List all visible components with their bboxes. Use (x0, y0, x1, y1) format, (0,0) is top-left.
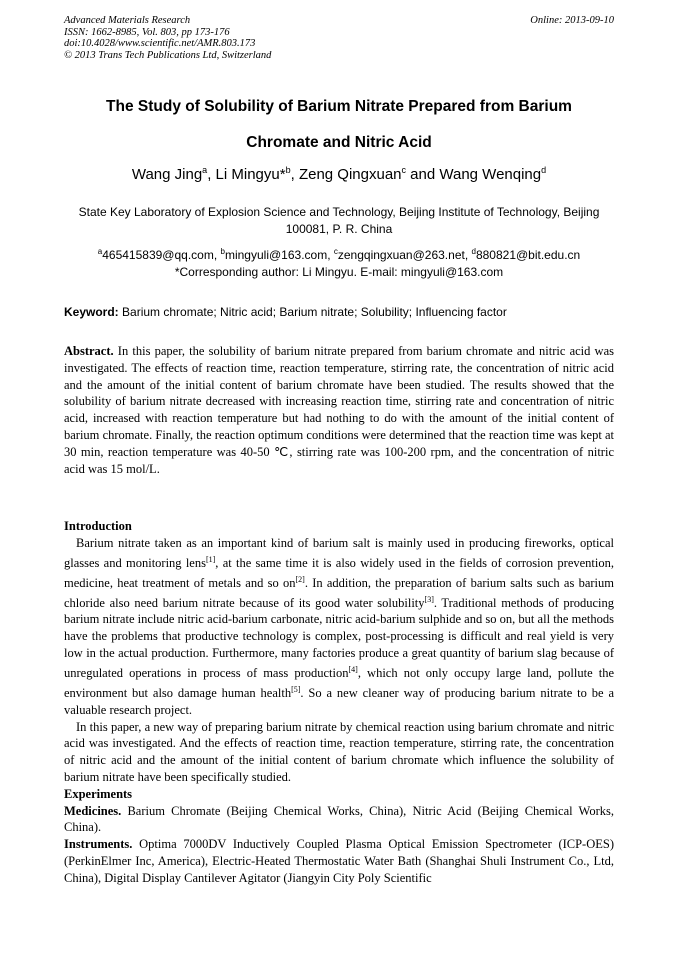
author-emails (64, 244, 614, 280)
medicines-paragraph: Medicines. Barium Chromate (Beijing Chemical Works, China), Nitric Acid (Beijing Chemical Works, China). (64, 803, 614, 835)
experiments-heading: Experiments (64, 786, 133, 801)
keyword-text: Barium chromate; Nitric acid; Barium nitrate; Solubility; Influencing factor (118, 305, 507, 319)
author-list (64, 165, 614, 183)
intro-paragraph-1: Barium nitrate taken as an important kind of barium salt is mainly used in producing fireworks, optical glasses and monitoring lens[1], at the same time it is also widely used in the fields of corrosion prevention, medicine, heat treatment of metals and so on[2]. In addition, the preparation of barium salts such as barium chloride also need barium nitrate because of its good water solubility[3]. Traditional methods of producing barium nitrate include nitric acid-barium carbonate, nitric acid-barium sulphide and so on, but all the methods have the problems that productive technology is complex, post-processing is difficult and real yield is very low in the actual production. Furthermore, many factories produce a great quantity of barium slag because of unregulated operations in process of mass production[4], which not only occupy large land, pollute the environment but also damage human health[5]. So a new cleaner way of producing barium nitrate to be a valuable research project. (64, 535, 615, 717)
journal-header (64, 15, 271, 61)
corresponding-author: *Corresponding author: Li Mingyu. E-mail: mingyuli@163.com (174, 264, 504, 279)
abstract-label: Abstract. (64, 344, 114, 358)
abstract-text: In this paper, the solubility of barium nitrate prepared from barium chromate and nitric acid was investigated. The effects of reaction time, reaction temperature, stirring rate, the concentration of nitric acid and the amount of the initial content of barium chromate have been studied. The results showed that the solubility of barium nitrate decreased with increasing reaction time, stirring rate and concentration of nitric acid, increased with reaction temperature but had nothing to do with the amount of the initial content of barium chromate. Finally, the reaction optimum conditions were determined that the reaction time was kept at 30 min, reaction temperature was 40-50 ℃, stirring rate was 100-200 rpm, and the concentration of nitric acid was 15 mol/L. (64, 344, 614, 476)
author: Zeng Qingxuan$^c$ and (298, 165, 440, 183)
affiliation: State Key Laboratory of Explosion Science and Technology, Beijing Institute of Technology, Beijing 100081, P. R. China (78, 205, 600, 236)
title-line-1: The Study of Solubility of Barium Nitrate Prepared from Barium (106, 98, 572, 115)
keyword-label: Keyword: (64, 305, 119, 319)
main-body (64, 518, 614, 887)
copyright: © 2013 Trans Tech Publications Ltd, Switzerland (64, 49, 272, 61)
intro-paragraph-2: In this paper, a new way of preparing barium nitrate by chemical reaction using barium chromate and nitric acid was investigated. And the effects of reaction time, reaction temperature, stirring rate, the concentration of nitric acid and the amount of the initial content of barium chromate which influence the solubility of barium nitrate have been specifically studied. (64, 719, 614, 784)
email-link[interactable]: zengqingxuan@263.net (337, 248, 465, 262)
author: Li Mingyu*$^b$, (215, 165, 299, 183)
title-line-2: Chromate and Nitric Acid (246, 134, 432, 151)
journal-name: Advanced Materials Research (64, 15, 191, 26)
citation: [1] (205, 554, 216, 564)
keywords (64, 305, 614, 319)
issn: ISSN: 1662-8985, Vol. 803, pp 173-176 (64, 26, 230, 38)
author: Wang Jing$^a$, (131, 165, 216, 183)
instruments-paragraph: Instruments. Optima 7000DV Inductively Coupled Plasma Optical Emission Spectrometer (ICP-OES) (PerkinElmer Inc, America), Electric-Heated Thermostatic Water Bath (Shanghai Shuli Instrument Co., Ltd, China), Digital Display Cantilever Agitator (Jiangyin City Poly Scientific (64, 837, 614, 885)
doi: doi:10.4028/www.scientific.net/AMR.803.173 (64, 38, 256, 49)
email-link[interactable]: 880821@bit.edu.cn (475, 248, 581, 262)
citation: [2] (295, 574, 305, 584)
citation: [3] (424, 594, 434, 604)
email-link[interactable]: mingyuli@163.com (224, 248, 328, 262)
online-date: Online: 2013-09-10 (530, 15, 614, 26)
introduction-heading: Introduction (64, 519, 132, 533)
email-link[interactable]: 465415839@qq.com (102, 248, 214, 262)
paper-title (64, 89, 614, 161)
email-list: $^a$465415839@qq.com, $^b$mingyuli@163.com, $^c$zengqingxuan@263.net, $^d$880821@bit.edu.cn (97, 247, 581, 262)
author: Wang Wenqing$^d$ (439, 165, 547, 183)
citation: [5] (291, 684, 301, 694)
abstract (64, 343, 614, 477)
citation: [4] (348, 664, 358, 674)
